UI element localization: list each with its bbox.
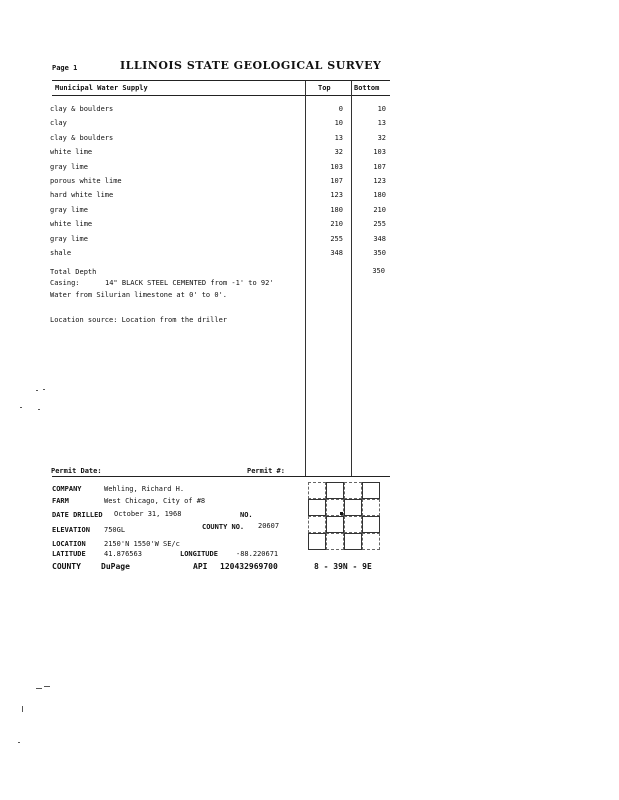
stratum-top: 180 <box>330 206 343 214</box>
casing-value: 14" BLACK STEEL CEMENTED from -1' to 92' <box>105 279 274 287</box>
scan-speck <box>18 742 20 743</box>
date-drilled-value: October 31, 1968 <box>114 510 182 518</box>
stratum-bottom: 255 <box>373 220 386 228</box>
permit-rule <box>52 476 390 477</box>
stratum-bottom: 350 <box>373 249 386 257</box>
column-header-bottom: Bottom <box>354 84 380 92</box>
section-grid-cell <box>362 499 380 516</box>
well-location-marker <box>340 512 343 515</box>
section-grid-cell <box>344 482 362 499</box>
header-bottom-rule <box>52 95 390 96</box>
total-depth-label: Total Depth <box>50 268 97 276</box>
section-grid-cell <box>344 533 362 550</box>
section-grid-cell <box>326 533 344 550</box>
stratum-description: hard white lime <box>50 191 114 199</box>
stratum-description: gray lime <box>50 163 88 171</box>
stratum-description: clay & boulders <box>50 105 114 113</box>
location-value: 2150'N 1550'W SE/c <box>104 540 180 548</box>
scan-speck <box>36 390 38 391</box>
stratum-bottom: 107 <box>373 163 386 171</box>
elevation-label: ELEVATION <box>52 526 90 534</box>
company-label: COMPANY <box>52 485 82 493</box>
section-grid-cell <box>344 499 362 516</box>
section-grid-cell <box>362 516 380 533</box>
stratum-top: 10 <box>334 119 343 127</box>
stratum-bottom: 180 <box>373 191 386 199</box>
longitude-value: -88.220671 <box>236 550 279 558</box>
latitude-value: 41.876563 <box>104 550 142 558</box>
stratum-bottom: 13 <box>377 119 386 127</box>
stratum-top: 103 <box>330 163 343 171</box>
section-grid-cell <box>362 533 380 550</box>
farm-value: West Chicago, City of #8 <box>104 497 206 505</box>
stratum-description: shale <box>50 249 72 257</box>
stratum-bottom: 32 <box>377 134 386 142</box>
stratum-top: 32 <box>334 148 343 156</box>
stratum-top: 348 <box>330 249 343 257</box>
county-number-value: 20607 <box>258 522 280 530</box>
scan-speck <box>20 407 22 408</box>
stratum-top: 123 <box>330 191 343 199</box>
column-header-top: Top <box>318 84 331 92</box>
permit-date-label: Permit Date: <box>51 467 102 475</box>
stratum-description: clay <box>50 119 67 127</box>
permit-number-label: Permit #: <box>247 467 285 475</box>
stratum-top: 0 <box>338 105 343 113</box>
stratum-description: clay & boulders <box>50 134 114 142</box>
stratum-description: gray lime <box>50 206 88 214</box>
county-value: DuPage <box>101 562 130 571</box>
stratum-bottom: 103 <box>373 148 386 156</box>
section-township-range: 8 - 39N - 9E <box>314 562 372 571</box>
casing-label: Casing: <box>50 279 80 287</box>
stratum-bottom: 10 <box>377 105 386 113</box>
stratum-bottom: 348 <box>373 235 386 243</box>
api-number: 120432969700 <box>220 562 278 571</box>
section-grid-cell <box>308 499 326 516</box>
section-grid-cell <box>308 482 326 499</box>
stratum-description: white lime <box>50 148 93 156</box>
longitude-label: LONGITUDE <box>180 550 218 558</box>
company-value: Wehling, Richard H. <box>104 485 185 493</box>
section-grid-cell <box>326 482 344 499</box>
section-locator-grid <box>308 482 380 550</box>
stratum-bottom: 123 <box>373 177 386 185</box>
stratum-description: white lime <box>50 220 93 228</box>
stratum-top: 210 <box>330 220 343 228</box>
total-depth-value: 350 <box>372 267 385 275</box>
county-label: COUNTY <box>52 562 81 571</box>
column-header-description: Municipal Water Supply <box>55 84 148 92</box>
column-divider-top <box>305 81 306 476</box>
scan-speck <box>36 688 42 689</box>
stratum-description: porous white lime <box>50 177 122 185</box>
header-top-rule <box>52 80 390 81</box>
farm-label: FARM <box>52 497 69 505</box>
elevation-value: 750GL <box>104 526 126 534</box>
scan-speck <box>22 706 23 712</box>
date-drilled-label: DATE DRILLED <box>52 511 103 519</box>
section-grid-cell <box>344 516 362 533</box>
location-source: Location source: Location from the driller <box>50 316 228 324</box>
location-label: LOCATION <box>52 540 86 548</box>
stratum-top: 107 <box>330 177 343 185</box>
page-number: Page 1 <box>52 64 78 72</box>
stratum-top: 255 <box>330 235 343 243</box>
water-note: Water from Silurian limestone at 0' to 0'. <box>50 291 228 299</box>
latitude-label: LATITUDE <box>52 550 86 558</box>
scan-speck <box>44 686 50 687</box>
column-divider-bottom <box>351 81 352 476</box>
scan-speck <box>43 389 45 390</box>
section-grid-cell <box>308 533 326 550</box>
county-number-label: COUNTY NO. <box>202 523 245 531</box>
section-grid-cell <box>308 516 326 533</box>
page-title: ILLINOIS STATE GEOLOGICAL SURVEY <box>120 59 382 72</box>
api-label: API <box>193 562 208 571</box>
number-label: NO. <box>240 511 253 519</box>
stratum-description: gray lime <box>50 235 88 243</box>
scan-speck <box>38 409 40 410</box>
section-grid-cell <box>326 516 344 533</box>
stratum-top: 13 <box>334 134 343 142</box>
section-grid-cell <box>362 482 380 499</box>
stratum-bottom: 210 <box>373 206 386 214</box>
